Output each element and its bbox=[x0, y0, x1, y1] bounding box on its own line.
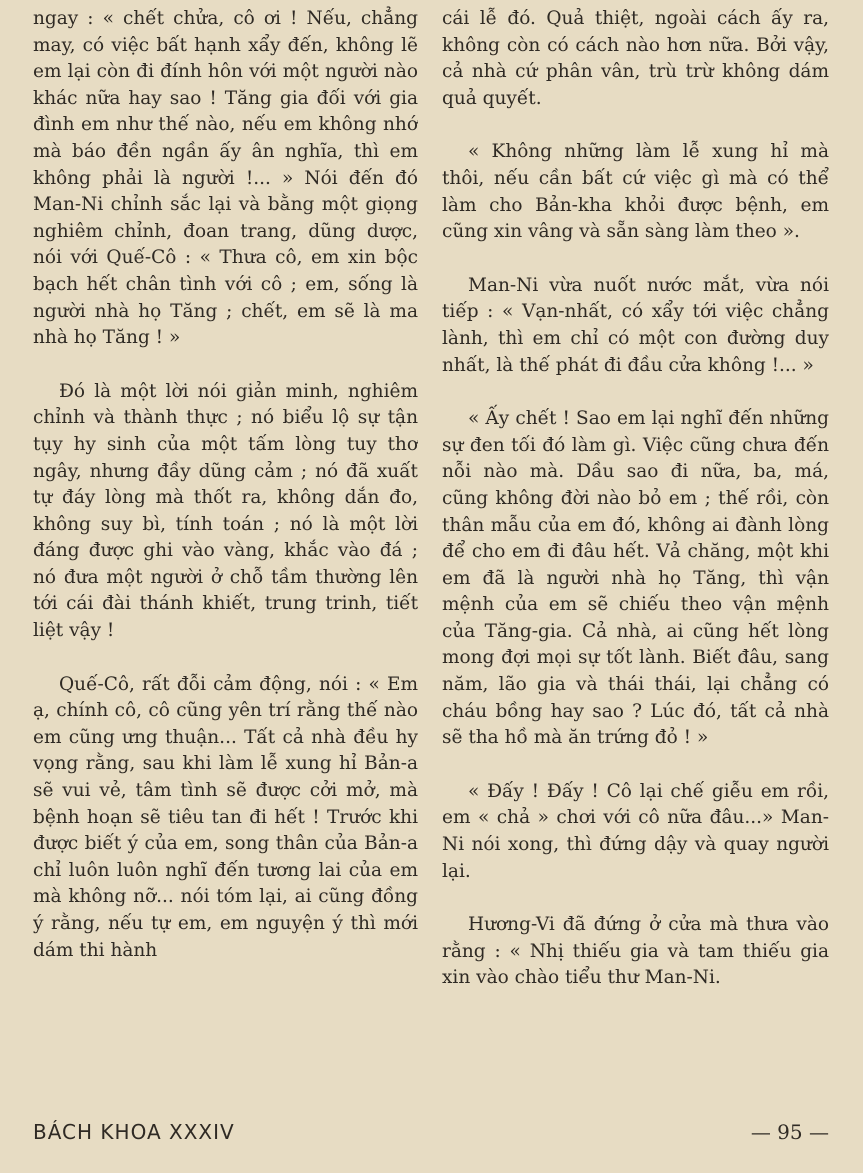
paragraph: Man-Ni vừa nuốt nước mắt, vừa nói tiếp : « Vạn-nhất, có xẩy tới việc chẳng lành, thì em chỉ có một con đường duy nhất, là thế phát đi đầu cửa không !... » bbox=[442, 274, 829, 376]
page-number: — 95 — bbox=[750, 1120, 829, 1144]
page-footer bbox=[33, 1117, 829, 1147]
paragraph: « Ấy chết ! Sao em lại nghĩ đến những sự đen tối đó làm gì. Việc cũng chưa đến nỗi nào mà. Dầu sao đi nữa, ba, má, cũng không đời nào bỏ em ; thế rồi, còn thân mẫu của em đó, không ai đành lòng để cho em đi đâu hết. Vả chăng, một khi em đã là người nhà họ Tăng, thì vận mệnh của em sẽ chiếu theo vận mệnh của Tăng-gia. Cả nhà, ai cũng hết lòng mong đợi mọi sự tốt lành. Biết đâu, sang năm, lão gia và thái thái, lại chẳng có cháu bồng hay sao ? Lúc đó, tất cả nhà sẽ tha hồ mà ăn trứng đỏ ! » bbox=[442, 408, 829, 749]
paragraph: cái lễ đó. Quả thiệt, ngoài cách ấy ra, không còn có cách nào hơn nữa. Bởi vậy, cả nhà cứ phân vân, trù trừ không dám quả quyết. bbox=[442, 8, 829, 109]
paragraph: Hương-Vi đã đứng ở cửa mà thưa vào rằng : « Nhị thiếu gia và tam thiếu gia xin vào chào tiểu thư Man-Ni. bbox=[442, 914, 829, 989]
paragraph: « Đấy ! Đấy ! Cô lại chế giễu em rồi, em « chả » chơi với cô nữa đâu...» Man-Ni nói xong, thì đứng dậy và quay người lại. bbox=[442, 780, 829, 882]
paragraph: Đó là một lời nói giản minh, nghiêm chỉnh và thành thực ; nó biểu lộ sự tận tụy hy sinh của một tấm lòng tuy thơ ngây, nhưng đầy dũng cảm ; nó đã xuất tự đáy lòng mà thốt ra, không dắn đo, không suy bì, tính toán ; nó là một lời đáng được ghi vào vàng, khắc vào đá ; nó đưa một người ở chỗ tầm thường lên tới cái đài thánh khiết, trung trinh, tiết liệt vậy ! bbox=[33, 380, 418, 642]
journal-name: BÁCH KHOA XXXIV bbox=[33, 1120, 235, 1144]
right-text-column bbox=[442, 6, 829, 1096]
paragraph: Quế-Cô, rất đỗi cảm động, nói : « Em ạ, chính cô, cô cũng yên trí rằng thế nào em cũng ưng thuận... Tất cả nhà đều hy vọng rằng, sau khi làm lễ xung hỉ Bản-a sẽ vui vẻ, tâm tình sẽ được cởi mở, mà bệnh hoạn sẽ tiêu tan đi hết ! Trước khi được biết ý của em, song thân của Bản-a chỉ luôn luôn nghĩ đến tương lai của em mà không nỡ... nói tóm lại, ai cũng đồng ý rằng, nếu tự em, em nguyện ý thì mới dám thi hành bbox=[33, 673, 418, 961]
left-text-column bbox=[33, 6, 418, 1096]
paragraph: « Không những làm lễ xung hỉ mà thôi, nếu cần bất cứ việc gì mà có thể làm cho Bản-kha khỏi được bệnh, em cũng xin vâng và sẵn sàng làm theo ». bbox=[442, 141, 829, 243]
paragraph: ngay : « chết chửa, cô ơi ! Nếu, chẳng may, có việc bất hạnh xẩy đến, không lẽ em lại còn đi đính hôn với một người nào khác nữa hay sao ! Tăng gia đối với gia đình em như thế nào, nếu em không nhớ mà báo đền ngần ấy ân nghĩa, thì em không phải là người !... » Nói đến đó Man-Ni chỉnh sắc lại và bằng một giọng nghiêm chỉnh, đoan trang, dũng dược, nói với Quế-Cô : « Thưa cô, em xin bộc bạch hết chân tình với cô ; em, sống là người nhà họ Tăng ; chết, em sẽ là ma nhà họ Tăng ! » bbox=[33, 8, 418, 349]
